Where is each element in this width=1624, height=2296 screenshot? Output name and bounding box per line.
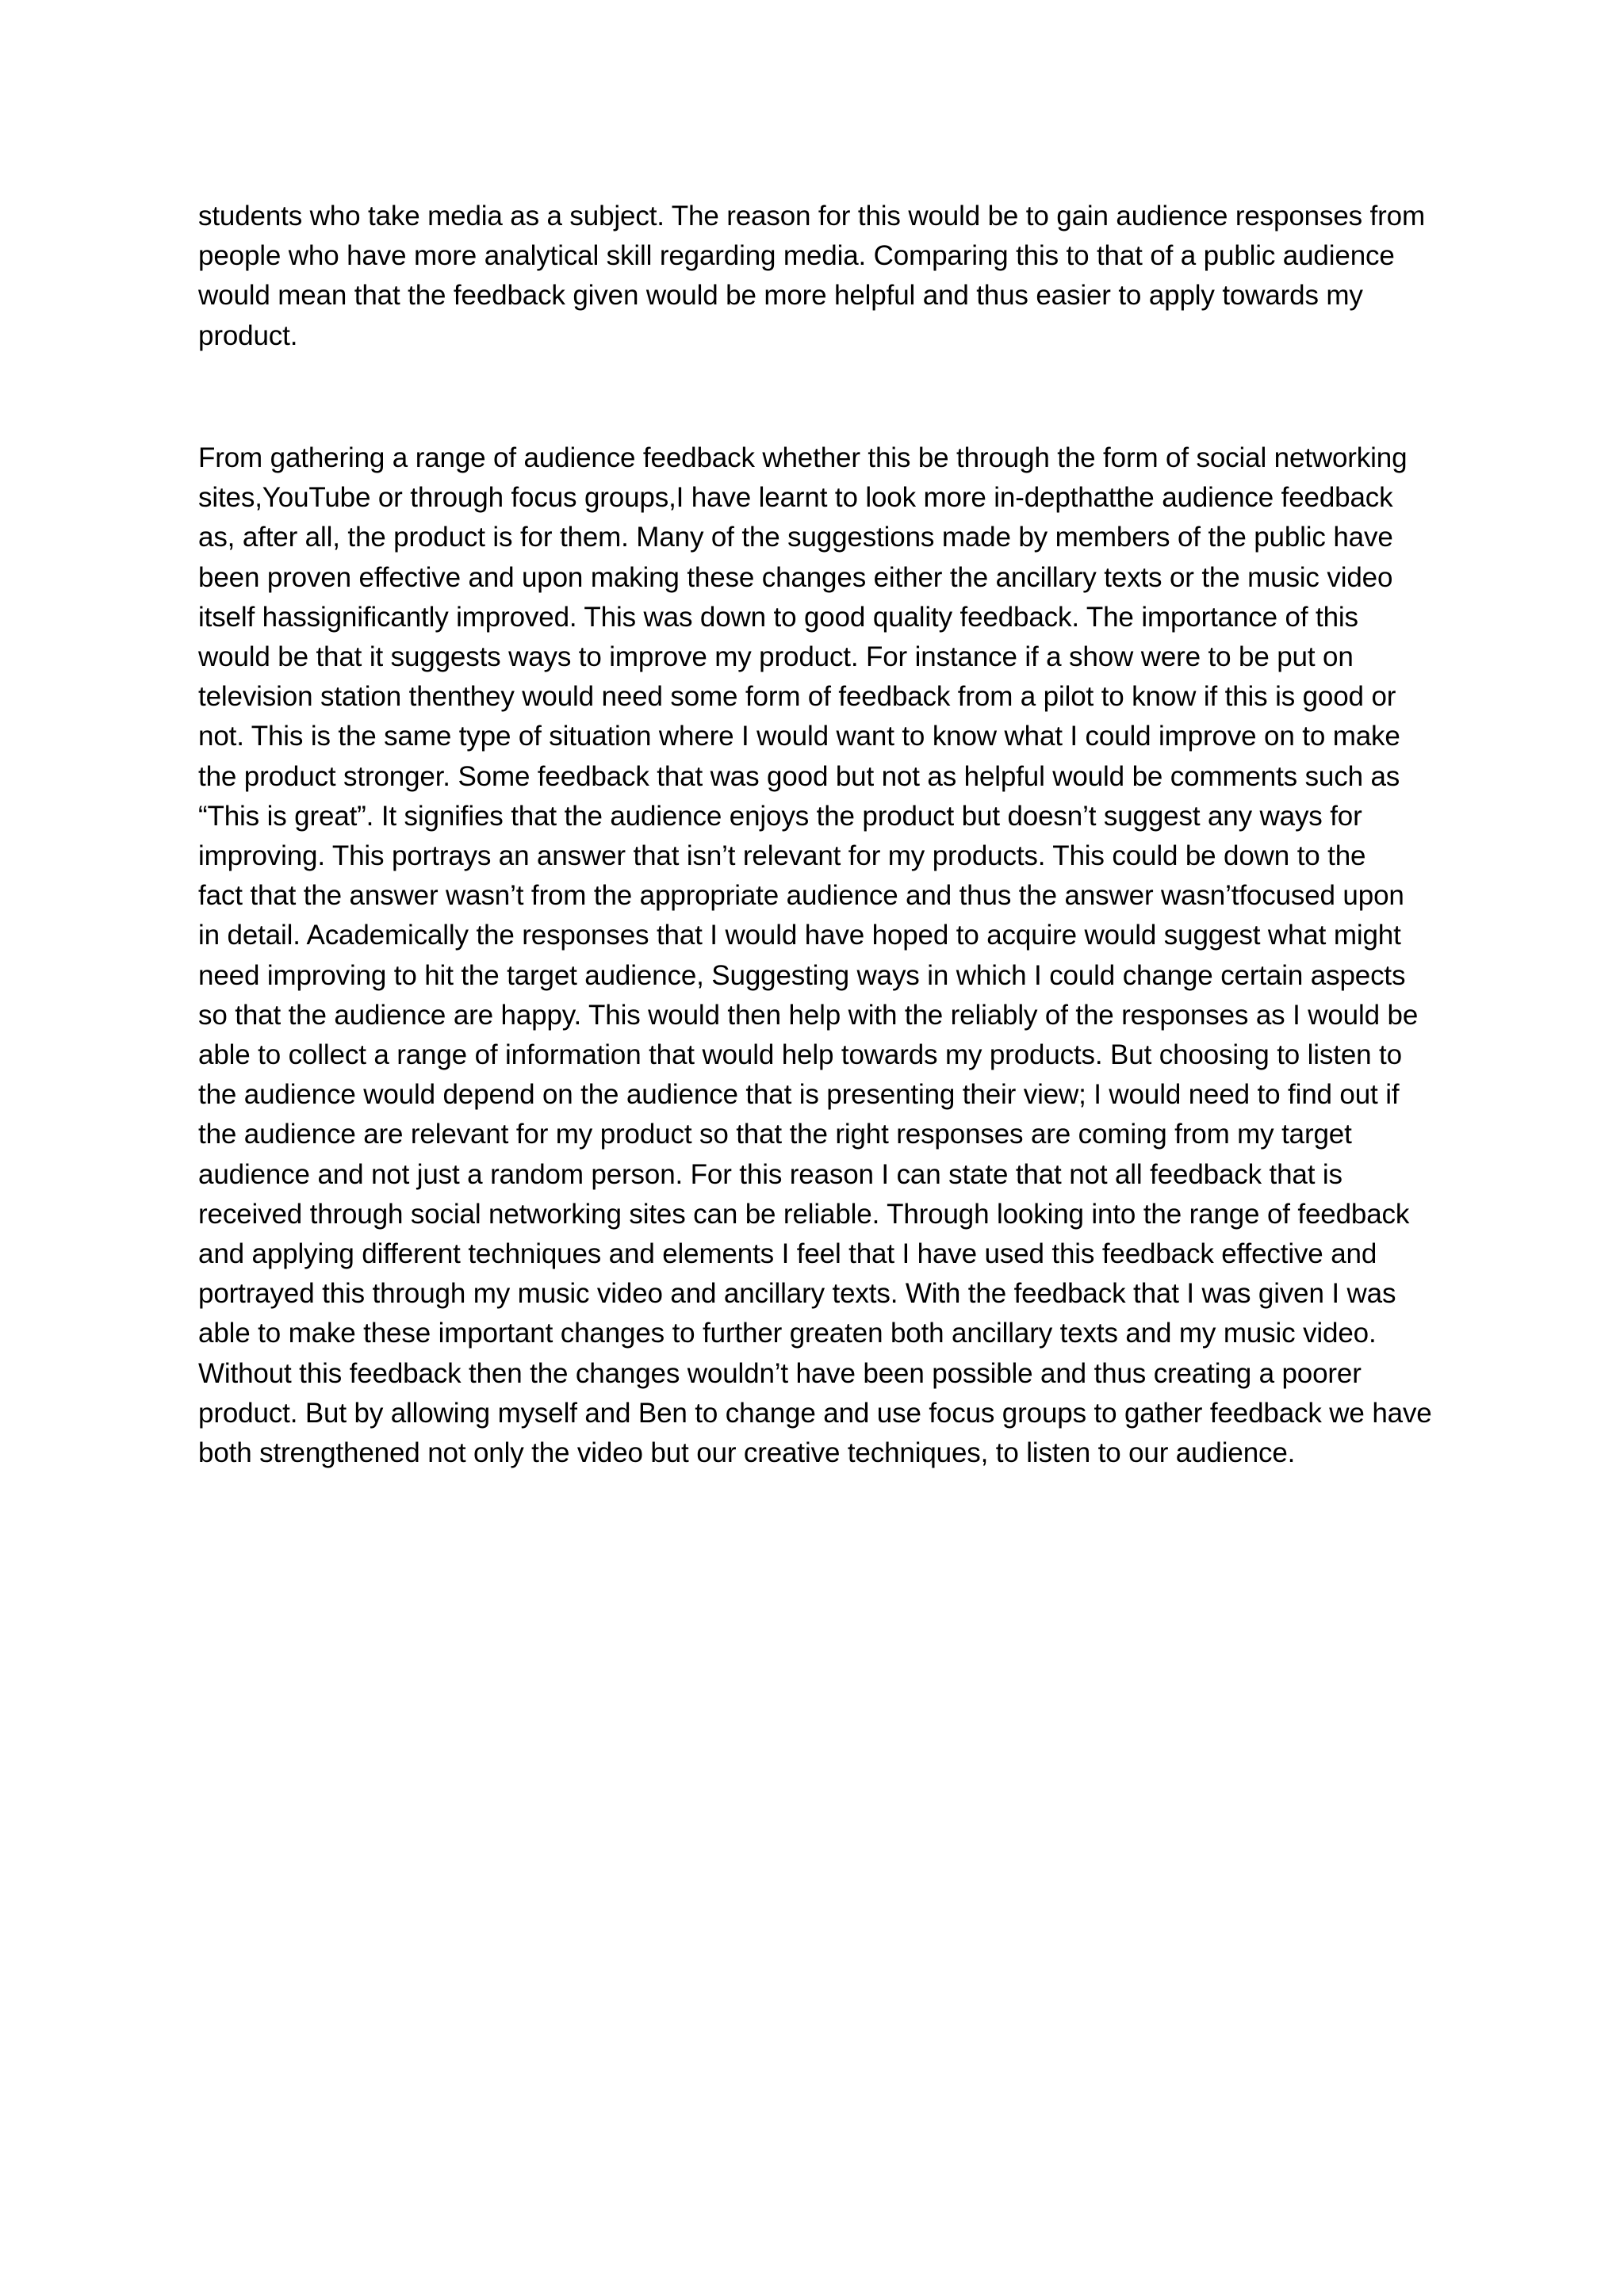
text-line: would mean that the feedback given would be more helpful and thus easier to apply towards my: [198, 280, 1363, 312]
text-line: the audience are relevant for my product so that the right responses are coming from my target: [198, 1119, 1352, 1150]
text-line: both strengthened not only the video but our creative techniques, to listen to our audience.: [198, 1437, 1296, 1469]
text-line: people who have more analytical skill regarding media. Comparing this to that of a public audience: [198, 240, 1395, 272]
text-line: product. But by allowing myself and Ben to change and use focus groups to gather feedback we have: [198, 1397, 1432, 1429]
text-line: not. This is the same type of situation where I would want to know what I could improve on to make: [198, 721, 1400, 752]
text-line: “This is great”. It signifies that the audience enjoys the product but doesn’t suggest any ways for: [198, 800, 1362, 832]
text-line: able to make these important changes to further greaten both ancillary texts and my music video.: [198, 1318, 1377, 1349]
text-line: television station thenthey would need some form of feedback from a pilot to know if this is good or: [198, 681, 1396, 713]
text-line: able to collect a range of information that would help towards my products. But choosing to listen to: [198, 1039, 1402, 1071]
text-line: the product stronger. Some feedback that was good but not as helpful would be comments such as: [198, 760, 1400, 792]
text-line: received through social networking sites can be reliable. Through looking into the range of feedback: [198, 1198, 1410, 1230]
text-line: so that the audience are happy. This would then help with the reliably of the responses as I would be: [198, 999, 1419, 1031]
text-line: need improving to hit the target audience, Suggesting ways in which I could change certain aspects: [198, 959, 1406, 991]
text-line: would be that it suggests ways to improve my product. For instance if a show were to be put on: [198, 641, 1354, 673]
paragraph-1: [198, 197, 1443, 356]
text-line: in detail. Academically the responses that I would have hoped to acquire would suggest what might: [198, 920, 1401, 951]
text-line: the audience would depend on the audience that is presenting their view; I would need to find out if: [198, 1079, 1400, 1111]
text-line: From gathering a range of audience feedback whether this be through the form of social networking: [198, 442, 1408, 473]
text-line: improving. This portrays an answer that isn’t relevant for my products. This could be down to the: [198, 840, 1366, 872]
text-line: been proven effective and upon making these changes either the ancillary texts or the music video: [198, 561, 1393, 593]
text-line: audience and not just a random person. For this reason I can state that not all feedback that is: [198, 1158, 1342, 1190]
text-line: product.: [198, 320, 298, 351]
text-line: itself hassignificantly improved. This was down to good quality feedback. The importance of this: [198, 601, 1358, 633]
text-line: sites,YouTube or through focus groups,I have learnt to look more in-depthatthe audience feedback: [198, 482, 1393, 514]
text-line: fact that the answer wasn’t from the appropriate audience and thus the answer wasn’tfocused upon: [198, 880, 1404, 912]
text-line: portrayed this through my music video and ancillary texts. With the feedback that I was given I was: [198, 1278, 1396, 1310]
text-line: students who take media as a subject. The reason for this would be to gain audience responses from: [198, 201, 1425, 232]
paragraph-2: [198, 438, 1443, 1473]
text-line: as, after all, the product is for them. Many of the suggestions made by members of the public have: [198, 522, 1393, 553]
text-line: and applying different techniques and elements I feel that I have used this feedback effective and: [198, 1238, 1377, 1270]
text-line: Without this feedback then the changes wouldn’t have been possible and thus creating a poorer: [198, 1357, 1362, 1389]
